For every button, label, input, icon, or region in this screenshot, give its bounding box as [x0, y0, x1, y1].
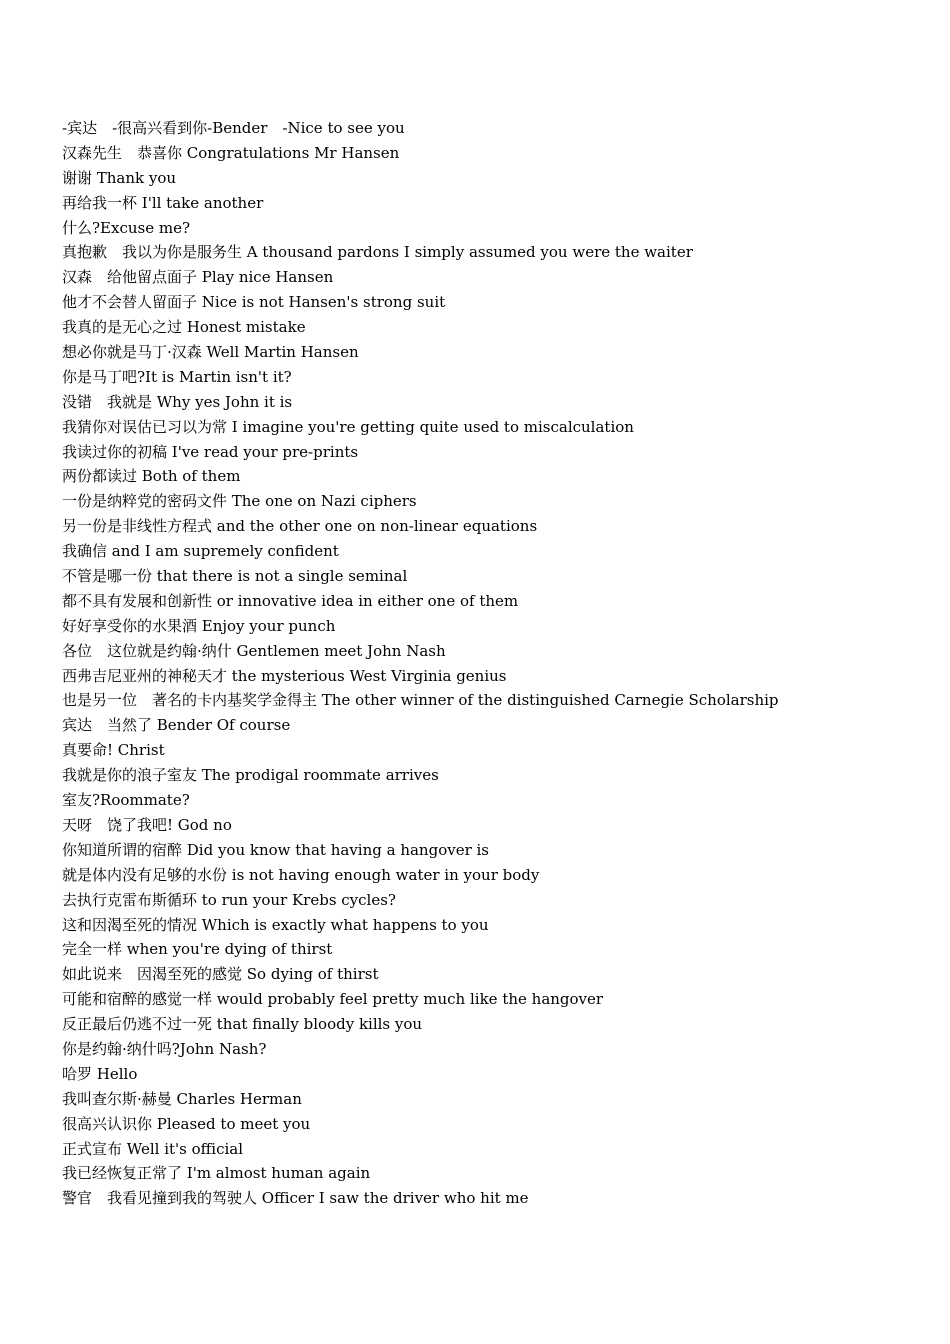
- text-line: 你知道所谓的宿醉 Did you know that having a hangover is: [62, 840, 490, 859]
- text-line: 这和因渴至死的情况 Which is exactly what happens to you: [62, 915, 489, 934]
- text-line: 我读过你的初稿 I've read your pre-prints: [62, 442, 359, 461]
- text-line: 我猜你对误估已习以为常 I imagine you're getting quite used to miscalculation: [62, 417, 634, 436]
- text-line: 室友?Roommate?: [62, 791, 190, 810]
- text-line: 天呀 饶了我吧! God no: [62, 815, 232, 834]
- text-line: 警官 我看见撞到我的驾驶人 Officer I saw the driver who hit me: [62, 1189, 529, 1208]
- text-line: 不管是哪一份 that there is not a single seminal: [62, 567, 408, 586]
- text-line: 你是马丁吧?It is Martin isn't it?: [62, 367, 292, 386]
- text-line: 西弗吉尼亚州的神秘天才 the mysterious West Virginia genius: [62, 666, 507, 685]
- text-line: 可能和宿醉的感觉一样 would probably feel pretty much like the hangover: [62, 990, 604, 1009]
- text-line: 谢谢 Thank you: [62, 168, 177, 187]
- text-line: 真抱歉 我以为你是服务生 A thousand pardons I simply assumed you were the waiter: [62, 243, 693, 262]
- text-line: 没错 我就是 Why yes John it is: [62, 392, 293, 411]
- text-line: 去执行克雷布斯循环 to run your Krebs cycles?: [62, 890, 396, 909]
- text-line: 他才不会替人留面子 Nice is not Hansen's strong suit: [62, 293, 446, 312]
- text-line: 我真的是无心之过 Honest mistake: [62, 318, 306, 337]
- text-line: 完全一样 when you're dying of thirst: [62, 940, 333, 959]
- text-line: 另一份是非线性方程式 and the other one on non-linear equations: [62, 517, 538, 536]
- text-line: 想必你就是马丁·汉森 Well Martin Hansen: [62, 343, 359, 362]
- text-line: 汉森先生 恭喜你 Congratulations Mr Hansen: [62, 143, 400, 162]
- text-line: 我确信 and I am supremely confident: [62, 542, 339, 561]
- text-line: 真要命! Christ: [62, 741, 165, 760]
- text-line: 就是体内没有足够的水份 is not having enough water in your body: [62, 865, 540, 884]
- text-line: 反正最后仍逃不过一死 that finally bloody kills you: [62, 1015, 423, 1034]
- text-line: 很高兴认识你 Pleased to meet you: [62, 1114, 311, 1133]
- text-line: 哈罗 Hello: [62, 1064, 138, 1083]
- text-line: 你是约翰·纳什吗?John Nash?: [62, 1039, 267, 1058]
- text-line: 一份是纳粹党的密码文件 The one on Nazi ciphers: [62, 492, 417, 511]
- text-line: 我叫查尔斯·赫曼 Charles Herman: [62, 1089, 302, 1108]
- text-line: 什么?Excuse me?: [62, 218, 190, 237]
- text-line: 宾达 当然了 Bender Of course: [62, 716, 291, 735]
- subtitle-text-list: [62, 116, 922, 1211]
- text-line: 都不具有发展和创新性 or innovative idea in either one of them: [62, 591, 519, 610]
- text-line: 各位 这位就是约翰·纳什 Gentlemen meet John Nash: [62, 641, 446, 660]
- text-line: 我就是你的浪子室友 The prodigal roommate arrives: [62, 766, 439, 785]
- text-line: -宾达 -很高兴看到你-Bender -Nice to see you: [62, 119, 405, 137]
- text-line: 两份都读过 Both of them: [62, 467, 241, 486]
- text-line: 再给我一杯 I'll take another: [62, 193, 264, 212]
- text-line: 正式宣布 Well it's official: [62, 1139, 244, 1158]
- text-line: 我已经恢复正常了 I'm almost human again: [62, 1164, 371, 1183]
- text-line: 也是另一位 著名的卡内基奖学金得主 The other winner of the distinguished Carnegie Scholarship: [62, 691, 779, 710]
- text-line: 汉森 给他留点面子 Play nice Hansen: [62, 268, 334, 287]
- text-line: 好好享受你的水果酒 Enjoy your punch: [62, 616, 336, 635]
- text-line: 如此说来 因渴至死的感觉 So dying of thirst: [62, 965, 379, 984]
